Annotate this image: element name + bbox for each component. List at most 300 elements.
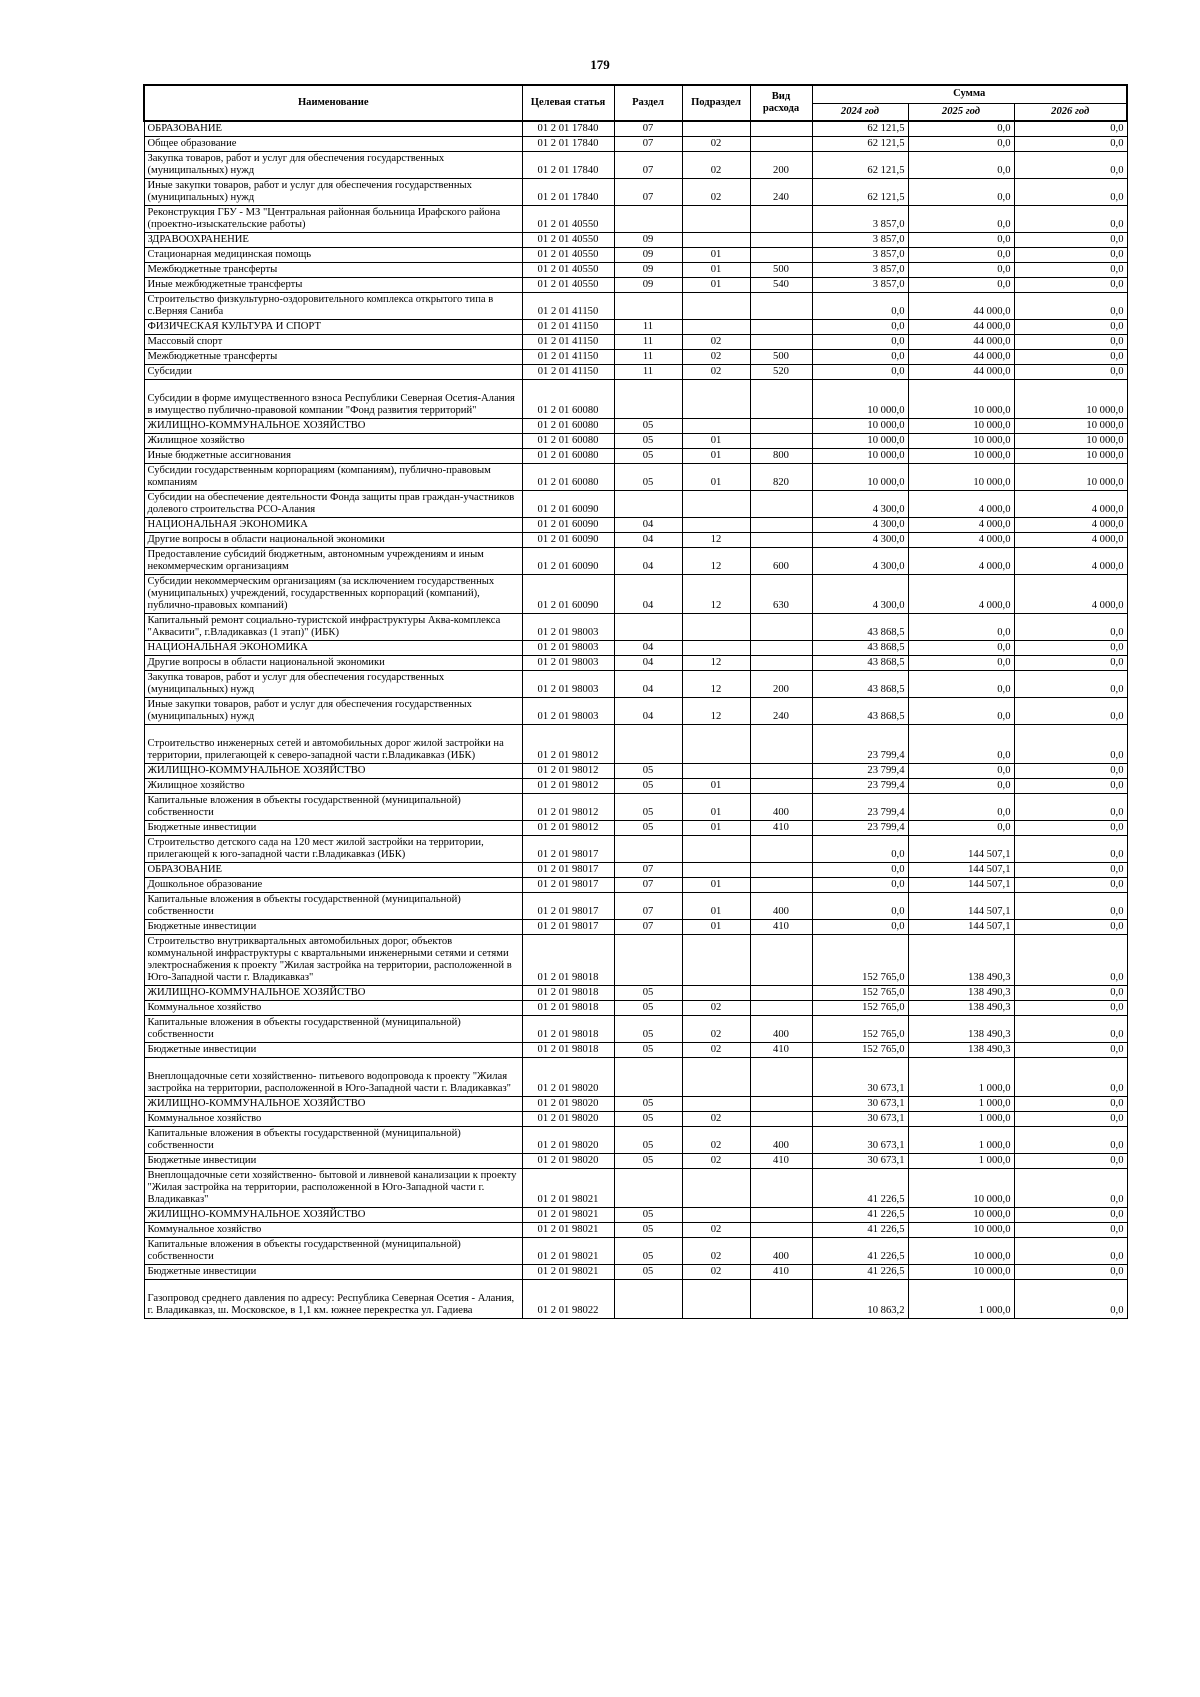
row-sum-2025-cell: 44 000,0: [908, 293, 1014, 320]
row-name-cell: Коммунальное хозяйство: [144, 1001, 522, 1016]
row-expense-type-cell: 410: [750, 1043, 812, 1058]
header-expense-type: Вид расхода: [750, 85, 812, 121]
row-expense-type-cell: 400: [750, 794, 812, 821]
row-sum-2025-cell: 10 000,0: [908, 419, 1014, 434]
row-subsection-cell: 02: [682, 350, 750, 365]
header-target-article: Целевая статья: [522, 85, 614, 121]
row-name-cell: ЗДРАВООХРАНЕНИЕ: [144, 233, 522, 248]
row-sum-2025-cell: 10 000,0: [908, 380, 1014, 419]
row-name-cell: Строительство физкультурно-оздоровительного комплекса открытого типа в с.Верняя Саниба: [144, 293, 522, 320]
row-section-cell: 07: [614, 121, 682, 137]
row-section-cell: 05: [614, 1127, 682, 1154]
row-sum-2025-cell: 4 000,0: [908, 548, 1014, 575]
table-row: [144, 863, 1127, 878]
row-subsection-cell: 12: [682, 671, 750, 698]
row-sum-2026-cell: 0,0: [1014, 179, 1127, 206]
row-target-article-cell: 01 2 01 98003: [522, 671, 614, 698]
row-subsection-cell: [682, 1280, 750, 1319]
row-sum-2025-cell: 1 000,0: [908, 1112, 1014, 1127]
row-expense-type-cell: 500: [750, 263, 812, 278]
table-row: [144, 434, 1127, 449]
row-sum-2024-cell: 43 868,5: [812, 656, 908, 671]
row-subsection-cell: 01: [682, 449, 750, 464]
row-name-cell: Дошкольное образование: [144, 878, 522, 893]
row-sum-2025-cell: 4 000,0: [908, 533, 1014, 548]
row-expense-type-cell: [750, 233, 812, 248]
row-target-article-cell: 01 2 01 98012: [522, 779, 614, 794]
row-expense-type-cell: 540: [750, 278, 812, 293]
row-target-article-cell: 01 2 01 17840: [522, 121, 614, 137]
row-sum-2024-cell: 10 863,2: [812, 1280, 908, 1319]
table-row: [144, 935, 1127, 986]
row-sum-2024-cell: 4 300,0: [812, 518, 908, 533]
row-expense-type-cell: [750, 935, 812, 986]
row-sum-2025-cell: 144 507,1: [908, 878, 1014, 893]
row-section-cell: 11: [614, 365, 682, 380]
row-section-cell: 07: [614, 893, 682, 920]
row-subsection-cell: 02: [682, 179, 750, 206]
row-section-cell: 05: [614, 1265, 682, 1280]
row-sum-2024-cell: 30 673,1: [812, 1058, 908, 1097]
row-sum-2024-cell: 152 765,0: [812, 1043, 908, 1058]
row-section-cell: 04: [614, 575, 682, 614]
row-expense-type-cell: 410: [750, 821, 812, 836]
row-section-cell: 05: [614, 434, 682, 449]
row-sum-2026-cell: 0,0: [1014, 121, 1127, 137]
row-sum-2025-cell: 44 000,0: [908, 365, 1014, 380]
row-expense-type-cell: [750, 1112, 812, 1127]
row-target-article-cell: 01 2 01 98018: [522, 1043, 614, 1058]
row-sum-2024-cell: 152 765,0: [812, 1001, 908, 1016]
row-sum-2026-cell: 10 000,0: [1014, 419, 1127, 434]
table-row: [144, 1112, 1127, 1127]
row-name-cell: Стационарная медицинская помощь: [144, 248, 522, 263]
row-sum-2025-cell: 0,0: [908, 671, 1014, 698]
row-sum-2026-cell: 0,0: [1014, 986, 1127, 1001]
row-subsection-cell: 12: [682, 548, 750, 575]
row-sum-2024-cell: 0,0: [812, 350, 908, 365]
row-expense-type-cell: [750, 121, 812, 137]
table-row: [144, 725, 1127, 764]
row-expense-type-cell: [750, 419, 812, 434]
row-expense-type-cell: [750, 878, 812, 893]
row-subsection-cell: 12: [682, 656, 750, 671]
table-row: [144, 878, 1127, 893]
row-sum-2024-cell: 3 857,0: [812, 248, 908, 263]
row-subsection-cell: [682, 764, 750, 779]
row-sum-2024-cell: 62 121,5: [812, 121, 908, 137]
row-sum-2024-cell: 62 121,5: [812, 152, 908, 179]
row-subsection-cell: 02: [682, 335, 750, 350]
row-sum-2024-cell: 23 799,4: [812, 764, 908, 779]
row-sum-2026-cell: 0,0: [1014, 1154, 1127, 1169]
table-row: [144, 1238, 1127, 1265]
table-row: [144, 179, 1127, 206]
row-expense-type-cell: 410: [750, 1154, 812, 1169]
row-name-cell: Внеплощадочные сети хозяйственно- бытовой и ливневой канализации к проекту "Жилая застройка на территории, расположенной в Юго-Западной части г. Владикавказ": [144, 1169, 522, 1208]
table-row: [144, 893, 1127, 920]
row-subsection-cell: [682, 491, 750, 518]
row-subsection-cell: 01: [682, 893, 750, 920]
row-target-article-cell: 01 2 01 17840: [522, 152, 614, 179]
table-row: [144, 614, 1127, 641]
row-sum-2026-cell: 0,0: [1014, 836, 1127, 863]
row-expense-type-cell: [750, 137, 812, 152]
row-sum-2026-cell: 4 000,0: [1014, 575, 1127, 614]
row-section-cell: 04: [614, 671, 682, 698]
row-name-cell: Капитальный ремонт социально-туристской инфраструктуры Аква-комплекса "Аквасити", г.Владикавказ (1 этап)" (ИБК): [144, 614, 522, 641]
row-name-cell: Капитальные вложения в объекты государственной (муниципальной) собственности: [144, 1127, 522, 1154]
row-subsection-cell: [682, 419, 750, 434]
header-subsection: Подраздел: [682, 85, 750, 121]
row-target-article-cell: 01 2 01 41150: [522, 335, 614, 350]
row-subsection-cell: 02: [682, 1112, 750, 1127]
row-expense-type-cell: 630: [750, 575, 812, 614]
row-section-cell: [614, 1169, 682, 1208]
row-sum-2026-cell: 0,0: [1014, 278, 1127, 293]
row-section-cell: 07: [614, 863, 682, 878]
table-row: [144, 764, 1127, 779]
row-section-cell: 05: [614, 986, 682, 1001]
row-sum-2025-cell: 138 490,3: [908, 1001, 1014, 1016]
table-row: [144, 137, 1127, 152]
row-target-article-cell: 01 2 01 40550: [522, 206, 614, 233]
row-expense-type-cell: 200: [750, 152, 812, 179]
row-name-cell: Строительство детского сада на 120 мест жилой застройки на территории, прилегающей к юго-западной части г.Владикавказ (ИБК): [144, 836, 522, 863]
row-sum-2024-cell: 41 226,5: [812, 1223, 908, 1238]
row-sum-2024-cell: 23 799,4: [812, 794, 908, 821]
row-expense-type-cell: [750, 206, 812, 233]
row-subsection-cell: 01: [682, 263, 750, 278]
row-target-article-cell: 01 2 01 98017: [522, 920, 614, 935]
row-sum-2026-cell: 0,0: [1014, 1043, 1127, 1058]
row-name-cell: НАЦИОНАЛЬНАЯ ЭКОНОМИКА: [144, 518, 522, 533]
row-subsection-cell: 02: [682, 1238, 750, 1265]
table-row: [144, 1127, 1127, 1154]
row-expense-type-cell: 240: [750, 179, 812, 206]
row-section-cell: 04: [614, 518, 682, 533]
row-sum-2025-cell: 44 000,0: [908, 350, 1014, 365]
row-sum-2026-cell: 0,0: [1014, 233, 1127, 248]
row-sum-2024-cell: 10 000,0: [812, 464, 908, 491]
row-sum-2024-cell: 0,0: [812, 863, 908, 878]
row-target-article-cell: 01 2 01 60080: [522, 419, 614, 434]
row-sum-2025-cell: 4 000,0: [908, 575, 1014, 614]
row-section-cell: [614, 725, 682, 764]
header-year-2026: 2026 год: [1014, 103, 1127, 121]
row-sum-2024-cell: 43 868,5: [812, 698, 908, 725]
row-target-article-cell: 01 2 01 41150: [522, 365, 614, 380]
row-sum-2026-cell: 0,0: [1014, 698, 1127, 725]
row-expense-type-cell: [750, 1001, 812, 1016]
row-section-cell: 11: [614, 350, 682, 365]
row-subsection-cell: [682, 986, 750, 1001]
row-target-article-cell: 01 2 01 98021: [522, 1208, 614, 1223]
row-sum-2025-cell: 10 000,0: [908, 1238, 1014, 1265]
row-target-article-cell: 01 2 01 98020: [522, 1127, 614, 1154]
row-sum-2026-cell: 0,0: [1014, 1001, 1127, 1016]
row-sum-2025-cell: 0,0: [908, 779, 1014, 794]
row-sum-2025-cell: 0,0: [908, 614, 1014, 641]
row-section-cell: [614, 614, 682, 641]
row-sum-2025-cell: 0,0: [908, 206, 1014, 233]
row-name-cell: ЖИЛИЩНО-КОММУНАЛЬНОЕ ХОЗЯЙСТВО: [144, 986, 522, 1001]
row-sum-2025-cell: 138 490,3: [908, 935, 1014, 986]
row-name-cell: ФИЗИЧЕСКАЯ КУЛЬТУРА И СПОРТ: [144, 320, 522, 335]
table-row: [144, 836, 1127, 863]
row-target-article-cell: 01 2 01 98021: [522, 1238, 614, 1265]
row-name-cell: Межбюджетные трансферты: [144, 263, 522, 278]
row-sum-2024-cell: 0,0: [812, 320, 908, 335]
row-sum-2025-cell: 0,0: [908, 137, 1014, 152]
row-sum-2026-cell: 0,0: [1014, 248, 1127, 263]
row-section-cell: 07: [614, 878, 682, 893]
row-section-cell: 07: [614, 137, 682, 152]
row-subsection-cell: 12: [682, 533, 750, 548]
row-sum-2026-cell: 0,0: [1014, 1112, 1127, 1127]
row-expense-type-cell: 400: [750, 893, 812, 920]
row-subsection-cell: 02: [682, 1016, 750, 1043]
row-name-cell: Жилищное хозяйство: [144, 434, 522, 449]
row-subsection-cell: [682, 293, 750, 320]
row-name-cell: Коммунальное хозяйство: [144, 1112, 522, 1127]
table-row: [144, 121, 1127, 137]
row-subsection-cell: [682, 836, 750, 863]
row-sum-2024-cell: 10 000,0: [812, 449, 908, 464]
table-row: [144, 1001, 1127, 1016]
row-subsection-cell: 01: [682, 920, 750, 935]
row-section-cell: [614, 206, 682, 233]
row-name-cell: Бюджетные инвестиции: [144, 821, 522, 836]
row-sum-2024-cell: 62 121,5: [812, 137, 908, 152]
row-subsection-cell: [682, 320, 750, 335]
row-name-cell: Капитальные вложения в объекты государственной (муниципальной) собственности: [144, 1238, 522, 1265]
row-sum-2025-cell: 1 000,0: [908, 1127, 1014, 1154]
row-sum-2024-cell: 3 857,0: [812, 206, 908, 233]
row-subsection-cell: 01: [682, 278, 750, 293]
row-sum-2025-cell: 10 000,0: [908, 1223, 1014, 1238]
row-target-article-cell: 01 2 01 98020: [522, 1112, 614, 1127]
row-subsection-cell: 02: [682, 137, 750, 152]
row-sum-2026-cell: 0,0: [1014, 293, 1127, 320]
row-target-article-cell: 01 2 01 98018: [522, 1001, 614, 1016]
row-sum-2025-cell: 144 507,1: [908, 836, 1014, 863]
row-section-cell: 05: [614, 464, 682, 491]
row-expense-type-cell: [750, 986, 812, 1001]
row-section-cell: [614, 1058, 682, 1097]
row-sum-2026-cell: 10 000,0: [1014, 380, 1127, 419]
row-target-article-cell: 01 2 01 98017: [522, 863, 614, 878]
row-section-cell: 04: [614, 548, 682, 575]
row-target-article-cell: 01 2 01 40550: [522, 233, 614, 248]
table-row: [144, 641, 1127, 656]
row-expense-type-cell: [750, 1280, 812, 1319]
row-subsection-cell: [682, 935, 750, 986]
row-expense-type-cell: 400: [750, 1238, 812, 1265]
row-name-cell: Субсидии некоммерческим организациям (за исключением государственных (муниципальных) учреждений, государственных корпораций (компаний), публично-правовых компаний): [144, 575, 522, 614]
row-sum-2026-cell: 0,0: [1014, 320, 1127, 335]
row-expense-type-cell: 410: [750, 920, 812, 935]
table-row: [144, 464, 1127, 491]
row-sum-2026-cell: 0,0: [1014, 335, 1127, 350]
row-sum-2024-cell: 0,0: [812, 836, 908, 863]
row-target-article-cell: 01 2 01 98021: [522, 1169, 614, 1208]
row-sum-2025-cell: 0,0: [908, 821, 1014, 836]
row-sum-2024-cell: 41 226,5: [812, 1238, 908, 1265]
row-target-article-cell: 01 2 01 98017: [522, 893, 614, 920]
row-name-cell: Коммунальное хозяйство: [144, 1223, 522, 1238]
row-expense-type-cell: 520: [750, 365, 812, 380]
row-target-article-cell: 01 2 01 60090: [522, 518, 614, 533]
row-target-article-cell: 01 2 01 40550: [522, 278, 614, 293]
table-row: [144, 533, 1127, 548]
row-subsection-cell: 02: [682, 1223, 750, 1238]
table-row: [144, 1265, 1127, 1280]
row-sum-2026-cell: 0,0: [1014, 863, 1127, 878]
row-expense-type-cell: [750, 725, 812, 764]
row-name-cell: Закупка товаров, работ и услуг для обеспечения государственных (муниципальных) нужд: [144, 671, 522, 698]
row-sum-2025-cell: 0,0: [908, 698, 1014, 725]
row-section-cell: 05: [614, 821, 682, 836]
row-name-cell: Капитальные вложения в объекты государственной (муниципальной) собственности: [144, 893, 522, 920]
row-sum-2024-cell: 10 000,0: [812, 380, 908, 419]
row-name-cell: Жилищное хозяйство: [144, 779, 522, 794]
row-subsection-cell: [682, 725, 750, 764]
row-section-cell: [614, 380, 682, 419]
header-name: Наименование: [144, 85, 522, 121]
row-sum-2024-cell: 3 857,0: [812, 263, 908, 278]
row-sum-2025-cell: 10 000,0: [908, 449, 1014, 464]
row-subsection-cell: [682, 1058, 750, 1097]
row-expense-type-cell: [750, 248, 812, 263]
row-sum-2024-cell: 41 226,5: [812, 1208, 908, 1223]
row-subsection-cell: [682, 518, 750, 533]
row-sum-2025-cell: 1 000,0: [908, 1154, 1014, 1169]
row-sum-2026-cell: 4 000,0: [1014, 518, 1127, 533]
row-target-article-cell: 01 2 01 98018: [522, 935, 614, 986]
row-section-cell: 05: [614, 1208, 682, 1223]
row-sum-2025-cell: 0,0: [908, 278, 1014, 293]
row-subsection-cell: 02: [682, 1265, 750, 1280]
row-sum-2026-cell: 0,0: [1014, 350, 1127, 365]
row-target-article-cell: 01 2 01 40550: [522, 248, 614, 263]
row-section-cell: 04: [614, 641, 682, 656]
row-subsection-cell: [682, 121, 750, 137]
row-target-article-cell: 01 2 01 98021: [522, 1223, 614, 1238]
row-name-cell: Другие вопросы в области национальной экономики: [144, 656, 522, 671]
table-row: [144, 152, 1127, 179]
row-name-cell: Закупка товаров, работ и услуг для обеспечения государственных (муниципальных) нужд: [144, 152, 522, 179]
row-name-cell: Капитальные вложения в объекты государственной (муниципальной) собственности: [144, 794, 522, 821]
row-sum-2026-cell: 0,0: [1014, 671, 1127, 698]
row-sum-2025-cell: 0,0: [908, 641, 1014, 656]
row-name-cell: Иные закупки товаров, работ и услуг для обеспечения государственных (муниципальных) нужд: [144, 179, 522, 206]
row-section-cell: 07: [614, 920, 682, 935]
row-sum-2026-cell: 0,0: [1014, 1280, 1127, 1319]
row-target-article-cell: 01 2 01 17840: [522, 179, 614, 206]
row-sum-2024-cell: 43 868,5: [812, 671, 908, 698]
row-sum-2026-cell: 0,0: [1014, 1016, 1127, 1043]
row-sum-2024-cell: 10 000,0: [812, 419, 908, 434]
row-target-article-cell: 01 2 01 98017: [522, 878, 614, 893]
row-section-cell: [614, 935, 682, 986]
row-name-cell: Бюджетные инвестиции: [144, 1265, 522, 1280]
table-row: [144, 320, 1127, 335]
row-sum-2026-cell: 0,0: [1014, 206, 1127, 233]
row-name-cell: ОБРАЗОВАНИЕ: [144, 863, 522, 878]
row-expense-type-cell: [750, 836, 812, 863]
table-row: [144, 1097, 1127, 1112]
row-sum-2025-cell: 138 490,3: [908, 986, 1014, 1001]
row-target-article-cell: 01 2 01 98020: [522, 1154, 614, 1169]
row-section-cell: 11: [614, 335, 682, 350]
row-name-cell: Другие вопросы в области национальной экономики: [144, 533, 522, 548]
row-sum-2026-cell: 0,0: [1014, 794, 1127, 821]
row-sum-2026-cell: 0,0: [1014, 614, 1127, 641]
row-sum-2025-cell: 44 000,0: [908, 320, 1014, 335]
row-target-article-cell: 01 2 01 60090: [522, 548, 614, 575]
row-sum-2025-cell: 0,0: [908, 152, 1014, 179]
row-expense-type-cell: [750, 656, 812, 671]
row-sum-2024-cell: 3 857,0: [812, 278, 908, 293]
row-section-cell: [614, 836, 682, 863]
header-section: Раздел: [614, 85, 682, 121]
row-sum-2026-cell: 0,0: [1014, 137, 1127, 152]
row-name-cell: Внеплощадочные сети хозяйственно- питьевого водопровода к проекту "Жилая застройка на территории, расположенной в Юго-Западной части г. Владикавказ": [144, 1058, 522, 1097]
row-target-article-cell: 01 2 01 98021: [522, 1265, 614, 1280]
table-row: [144, 986, 1127, 1001]
row-subsection-cell: 01: [682, 248, 750, 263]
row-subsection-cell: 01: [682, 878, 750, 893]
table-row: [144, 794, 1127, 821]
row-sum-2025-cell: 4 000,0: [908, 518, 1014, 533]
table-row: [144, 821, 1127, 836]
row-sum-2024-cell: 4 300,0: [812, 491, 908, 518]
row-name-cell: Субсидии государственным корпорациям (компаниям), публично-правовым компаниям: [144, 464, 522, 491]
row-sum-2026-cell: 10 000,0: [1014, 434, 1127, 449]
table-row: [144, 575, 1127, 614]
row-name-cell: ОБРАЗОВАНИЕ: [144, 121, 522, 137]
row-sum-2025-cell: 10 000,0: [908, 1169, 1014, 1208]
row-expense-type-cell: [750, 641, 812, 656]
table-body: [144, 121, 1127, 1319]
row-target-article-cell: 01 2 01 60090: [522, 533, 614, 548]
row-sum-2024-cell: 23 799,4: [812, 821, 908, 836]
row-name-cell: Реконструкция ГБУ - МЗ "Центральная районная больница Ирафского района (проектно-изыскательские работы): [144, 206, 522, 233]
row-target-article-cell: 01 2 01 40550: [522, 263, 614, 278]
row-expense-type-cell: [750, 1097, 812, 1112]
row-section-cell: 09: [614, 263, 682, 278]
row-subsection-cell: [682, 641, 750, 656]
row-expense-type-cell: [750, 1208, 812, 1223]
row-subsection-cell: [682, 233, 750, 248]
row-name-cell: ЖИЛИЩНО-КОММУНАЛЬНОЕ ХОЗЯЙСТВО: [144, 419, 522, 434]
row-sum-2024-cell: 4 300,0: [812, 575, 908, 614]
row-expense-type-cell: [750, 293, 812, 320]
row-sum-2025-cell: 0,0: [908, 656, 1014, 671]
row-sum-2026-cell: 10 000,0: [1014, 449, 1127, 464]
row-name-cell: Газопровод среднего давления по адресу: Республика Северная Осетия - Алания, г. Владикавказ, ш. Московское, в 1,1 км. южнее перекрестка ул. Гадиева: [144, 1280, 522, 1319]
row-sum-2024-cell: 152 765,0: [812, 1016, 908, 1043]
row-name-cell: ЖИЛИЩНО-КОММУНАЛЬНОЕ ХОЗЯЙСТВО: [144, 764, 522, 779]
table-row: [144, 779, 1127, 794]
table-row: [144, 1169, 1127, 1208]
row-sum-2026-cell: 0,0: [1014, 920, 1127, 935]
row-expense-type-cell: [750, 779, 812, 794]
row-name-cell: Предоставление субсидий бюджетным, автономным учреждениям и иным некоммерческим организациям: [144, 548, 522, 575]
row-sum-2025-cell: 0,0: [908, 764, 1014, 779]
row-name-cell: Субсидии на обеспечение деятельности Фонда защиты прав граждан-участников долевого строительства РСО-Алания: [144, 491, 522, 518]
